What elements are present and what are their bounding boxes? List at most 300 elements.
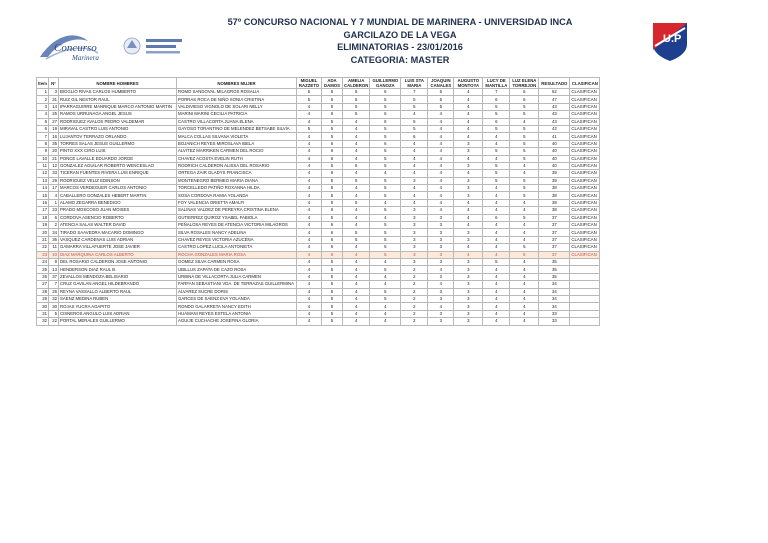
cell-women-name: PEÑALOSA REYES DE ATENCIA VICTORIA MILAGROS bbox=[177, 222, 297, 229]
cell-score-judge-9: 4 bbox=[510, 288, 539, 295]
cell-score-judge-5: 2 bbox=[401, 288, 428, 295]
cell-men-name: CORDOVA ASENCIO ROBERTO bbox=[59, 214, 177, 221]
cell-score-judge-9: 4 bbox=[510, 318, 539, 325]
cell-score-judge-9: 5 bbox=[510, 155, 539, 162]
cell-score-judge-9: 6 bbox=[510, 96, 539, 103]
cell-score-judge-9: 4 bbox=[510, 118, 539, 125]
cell-score-judge-6: 3 bbox=[428, 295, 454, 302]
cell-score-judge-9: 4 bbox=[510, 199, 539, 206]
cell-men-name: ROJAS YUCRA AGAPITO bbox=[59, 303, 177, 310]
cell-score-judge-8: 4 bbox=[483, 229, 510, 236]
cell-score-judge-3: 4 bbox=[343, 295, 370, 302]
cell-men-name: CRUZ GAVILAN ANGEL HILDEBRANDO bbox=[59, 281, 177, 288]
col-item: Item bbox=[37, 78, 49, 89]
cell-score-judge-3: 4 bbox=[343, 118, 370, 125]
cell-num: 9 bbox=[49, 258, 59, 265]
cell-result: 37 bbox=[539, 214, 570, 221]
cell-score-judge-4: 5 bbox=[370, 207, 401, 214]
cell-status bbox=[570, 288, 600, 295]
cell-result: 37 bbox=[539, 229, 570, 236]
cell-result: 40 bbox=[539, 162, 570, 169]
cell-score-judge-2: 5 bbox=[322, 177, 343, 184]
cell-score-judge-7: 3 bbox=[454, 192, 483, 199]
cell-score-judge-3: 5 bbox=[343, 103, 370, 110]
cell-num: 17 bbox=[49, 185, 59, 192]
cell-status bbox=[570, 258, 600, 265]
cell-score-judge-3: 4 bbox=[343, 155, 370, 162]
cell-men-name: RODRIGUEZ AVALOS PEDRO VALDEMAR bbox=[59, 118, 177, 125]
cell-score-judge-6: 4 bbox=[428, 281, 454, 288]
cell-men-name: IPARRAGUIRRE MANRIQUE MARCO ANTONIO MARTIN bbox=[59, 103, 177, 110]
cell-score-judge-8: 4 bbox=[483, 318, 510, 325]
cell-score-judge-6: 4 bbox=[428, 177, 454, 184]
cell-score-judge-6: 4 bbox=[428, 140, 454, 147]
cell-item: 6 bbox=[37, 125, 49, 132]
cell-item: 26 bbox=[37, 273, 49, 280]
cell-score-judge-4: 5 bbox=[370, 148, 401, 155]
cell-score-judge-8: 4 bbox=[483, 140, 510, 147]
table-row bbox=[37, 281, 600, 288]
cell-num: 11 bbox=[49, 244, 59, 251]
cell-women-name: URBINA DE VILLACORTA JULIA CARMEN bbox=[177, 273, 297, 280]
cell-score-judge-8: 4 bbox=[483, 133, 510, 140]
table-row bbox=[37, 148, 600, 155]
cell-score-judge-2: 5 bbox=[322, 185, 343, 192]
cell-score-judge-7: 3 bbox=[454, 148, 483, 155]
cell-score-judge-2: 5 bbox=[322, 199, 343, 206]
cell-score-judge-7: 4 bbox=[454, 133, 483, 140]
cell-status: CLASIFICAN bbox=[570, 89, 600, 96]
cell-num: 27 bbox=[49, 118, 59, 125]
table-row bbox=[37, 162, 600, 169]
table-row bbox=[37, 251, 600, 258]
cell-score-judge-7: 4 bbox=[454, 155, 483, 162]
cell-score-judge-7: 4 bbox=[454, 170, 483, 177]
cell-score-judge-2: 6 bbox=[322, 222, 343, 229]
cell-score-judge-6: 4 bbox=[428, 125, 454, 132]
cell-score-judge-5: 3 bbox=[401, 244, 428, 251]
cell-men-name: CISNEROS ANGULO LUIS ADRIAN bbox=[59, 310, 177, 317]
cell-num: 23 bbox=[49, 207, 59, 214]
cell-women-name: MARINI MARINI CECILIA PATRICIA bbox=[177, 111, 297, 118]
cell-score-judge-8: 5 bbox=[483, 125, 510, 132]
cell-item: 5 bbox=[37, 118, 49, 125]
cell-score-judge-7: 3 bbox=[454, 185, 483, 192]
cell-score-judge-8: 4 bbox=[483, 207, 510, 214]
cell-score-judge-2: 6 bbox=[322, 155, 343, 162]
cell-num: 16 bbox=[49, 133, 59, 140]
cell-item: 13 bbox=[37, 177, 49, 184]
cell-score-judge-4: 5 bbox=[370, 177, 401, 184]
cell-result: 40 bbox=[539, 155, 570, 162]
table-row bbox=[37, 192, 600, 199]
cell-score-judge-8: 4 bbox=[483, 236, 510, 243]
cell-score-judge-4: 4 bbox=[370, 170, 401, 177]
cell-score-judge-4: 5 bbox=[370, 162, 401, 169]
cell-status: CLASIFICAN bbox=[570, 177, 600, 184]
cell-score-judge-9: 5 bbox=[510, 125, 539, 132]
cell-men-name: TICERAN FUENTES RIVERA LUIS ENRIQUE bbox=[59, 170, 177, 177]
cell-score-judge-3: 4 bbox=[343, 281, 370, 288]
cell-score-judge-8: 6 bbox=[483, 118, 510, 125]
cell-score-judge-2: 6 bbox=[322, 148, 343, 155]
cell-item: 31 bbox=[37, 310, 49, 317]
cell-score-judge-9: 5 bbox=[510, 244, 539, 251]
cell-men-name: TIRADO SAAVEDRA MACARIO DOMINGO bbox=[59, 229, 177, 236]
cell-score-judge-9: 4 bbox=[510, 281, 539, 288]
cell-status bbox=[570, 310, 600, 317]
cell-women-name: ORTEGA ZAIR GLADYS FRANCISCA bbox=[177, 170, 297, 177]
cell-score-judge-2: 6 bbox=[322, 236, 343, 243]
cell-score-judge-7: 3 bbox=[454, 310, 483, 317]
cell-score-judge-1: 4 bbox=[297, 199, 322, 206]
cell-score-judge-5: 5 bbox=[401, 103, 428, 110]
cell-score-judge-1: 4 bbox=[297, 244, 322, 251]
cell-score-judge-7: 3 bbox=[454, 288, 483, 295]
cell-women-name: ALVITEZ MARRIKEN CARMEN DEL ROCIO bbox=[177, 148, 297, 155]
cell-women-name: FARFAN SEBASTIANI VDA. DE TERRAZAS GUILLERMINA bbox=[177, 281, 297, 288]
col-classify: CLASIFICAN bbox=[570, 78, 600, 89]
cell-score-judge-5: 4 bbox=[401, 148, 428, 155]
cell-score-judge-4: 5 bbox=[370, 288, 401, 295]
cell-score-judge-1: 4 bbox=[297, 185, 322, 192]
header-line-3: ELIMINATORIAS - 23/01/2016 bbox=[337, 42, 463, 52]
cell-score-judge-2: 5 bbox=[322, 295, 343, 302]
cell-score-judge-5: 2 bbox=[401, 303, 428, 310]
cell-score-judge-6: 4 bbox=[428, 207, 454, 214]
cell-score-judge-7: 4 bbox=[454, 251, 483, 258]
cell-score-judge-8: 4 bbox=[483, 185, 510, 192]
cell-score-judge-7: 3 bbox=[454, 236, 483, 243]
cell-men-name: ALAMO ZEGARRA BENEDIGO bbox=[59, 199, 177, 206]
cell-men-name: RODRIGUEZ VELIZ EDINSON bbox=[59, 177, 177, 184]
table-header-row bbox=[37, 78, 600, 89]
cell-score-judge-7: 4 bbox=[454, 214, 483, 221]
cell-score-judge-4: 5 bbox=[370, 96, 401, 103]
cell-score-judge-6: 3 bbox=[428, 222, 454, 229]
cell-men-name: RAMOS URRUNAGA ANGEL JESUS bbox=[59, 111, 177, 118]
cell-score-judge-7: 4 bbox=[454, 125, 483, 132]
cell-score-judge-5: 4 bbox=[401, 199, 428, 206]
table-row bbox=[37, 199, 600, 206]
cell-score-judge-4: 5 bbox=[370, 295, 401, 302]
cell-men-name: SAENZ MEDINA RUBEN bbox=[59, 295, 177, 302]
cell-item: 14 bbox=[37, 185, 49, 192]
cell-women-name: GAYOSO TORANTINO DE MELENDEZ BETSABE SILVIA bbox=[177, 125, 297, 132]
cell-men-name: PRADO MOSCOSO JUAN MOISES bbox=[59, 207, 177, 214]
cell-score-judge-9: 4 bbox=[510, 295, 539, 302]
cell-score-judge-8: 6 bbox=[483, 96, 510, 103]
cell-item: 20 bbox=[37, 229, 49, 236]
cell-women-name: GARCES DE SAENZ EVA YOLANDA bbox=[177, 295, 297, 302]
cell-num: 34 bbox=[49, 229, 59, 236]
cell-num: 26 bbox=[49, 288, 59, 295]
cell-num: 2 bbox=[49, 222, 59, 229]
cell-score-judge-3: 5 bbox=[343, 229, 370, 236]
cell-num: 33 bbox=[49, 170, 59, 177]
cell-score-judge-3: 4 bbox=[343, 318, 370, 325]
cell-score-judge-9: 5 bbox=[510, 133, 539, 140]
cell-score-judge-6: 4 bbox=[428, 199, 454, 206]
cell-score-judge-8: 4 bbox=[483, 266, 510, 273]
cell-result: 37 bbox=[539, 236, 570, 243]
cell-score-judge-7: 3 bbox=[454, 162, 483, 169]
cell-score-judge-9: 4 bbox=[510, 258, 539, 265]
cell-score-judge-4: 4 bbox=[370, 214, 401, 221]
col-num: Nº bbox=[49, 78, 59, 89]
cell-score-judge-1: 4 bbox=[297, 288, 322, 295]
cell-item: 17 bbox=[37, 207, 49, 214]
table-row bbox=[37, 125, 600, 132]
cell-men-name: MIRAVAL CASTRO LUIS ANTONIO bbox=[59, 125, 177, 132]
cell-score-judge-8: 4 bbox=[483, 199, 510, 206]
table-row bbox=[37, 96, 600, 103]
cell-men-name: PINTO XXX CIRO LUIS bbox=[59, 148, 177, 155]
cell-score-judge-8: 4 bbox=[483, 244, 510, 251]
cell-score-judge-2: 6 bbox=[322, 170, 343, 177]
cell-women-name: AGUIJE CUCHACHE JOSEFINA GLORIA bbox=[177, 318, 297, 325]
cell-score-judge-5: 2 bbox=[401, 318, 428, 325]
svg-text:Marinera: Marinera bbox=[72, 54, 99, 62]
cell-score-judge-1: 4 bbox=[297, 281, 322, 288]
cell-score-judge-1: 4 bbox=[297, 251, 322, 258]
cell-num: 25 bbox=[49, 111, 59, 118]
cell-result: 39 bbox=[539, 177, 570, 184]
cell-score-judge-3: 4 bbox=[343, 310, 370, 317]
cell-score-judge-2: 5 bbox=[322, 318, 343, 325]
cell-status: CLASIFICAN bbox=[570, 140, 600, 147]
cell-item: 23 bbox=[37, 251, 49, 258]
cell-women-name: ALVAREZ SUCRE DORIS bbox=[177, 288, 297, 295]
cell-status bbox=[570, 318, 600, 325]
cell-num: 37 bbox=[49, 273, 59, 280]
cell-score-judge-7: 4 bbox=[454, 89, 483, 96]
cell-men-name: DEL ROSARIO CALDERON JOSE ANTONIO bbox=[59, 258, 177, 265]
cell-score-judge-3: 4 bbox=[343, 251, 370, 258]
shield-initials: U.P bbox=[663, 33, 682, 45]
cell-score-judge-3: 4 bbox=[343, 288, 370, 295]
cell-score-judge-7: 3 bbox=[454, 281, 483, 288]
cell-item: 7 bbox=[37, 133, 49, 140]
cell-item: 25 bbox=[37, 266, 49, 273]
cell-score-judge-9: 5 bbox=[510, 192, 539, 199]
cell-score-judge-5: 4 bbox=[401, 140, 428, 147]
cell-score-judge-4: 4 bbox=[370, 199, 401, 206]
cell-score-judge-9: 4 bbox=[510, 303, 539, 310]
table-row bbox=[37, 207, 600, 214]
cell-score-judge-7: 4 bbox=[454, 111, 483, 118]
cell-women-name: PORRAS ROCA DE NIÑO SONIA CRISTINA bbox=[177, 96, 297, 103]
cell-score-judge-2: 5 bbox=[322, 192, 343, 199]
cell-score-judge-1: 4 bbox=[297, 214, 322, 221]
cell-score-judge-8: 4 bbox=[483, 251, 510, 258]
cell-score-judge-1: 4 bbox=[297, 103, 322, 110]
cell-num: 12 bbox=[49, 162, 59, 169]
cell-score-judge-5: 3 bbox=[401, 214, 428, 221]
cell-men-name: RUIZ GIL NESTOR RAUL bbox=[59, 96, 177, 103]
cell-score-judge-7: 4 bbox=[454, 96, 483, 103]
cell-item: 18 bbox=[37, 214, 49, 221]
cell-score-judge-6: 3 bbox=[428, 288, 454, 295]
cell-score-judge-7: 3 bbox=[454, 229, 483, 236]
cell-score-judge-8: 5 bbox=[483, 177, 510, 184]
cell-score-judge-7: 4 bbox=[454, 118, 483, 125]
cell-women-name: GUTIERREZ QUIROZ YSABEL FABIOLA bbox=[177, 214, 297, 221]
cell-men-name: PONCE LAVALLE EDUARDO JORGE bbox=[59, 155, 177, 162]
cell-score-judge-6: 4 bbox=[428, 148, 454, 155]
cell-score-judge-3: 4 bbox=[343, 266, 370, 273]
table-row bbox=[37, 295, 600, 302]
cell-score-judge-3: 5 bbox=[343, 89, 370, 96]
table-row bbox=[37, 258, 600, 265]
col-judge-8: LUCY DE MANTILLA bbox=[483, 78, 510, 89]
cell-score-judge-4: 5 bbox=[370, 244, 401, 251]
cell-men-name: REYNA VASSALLO ALBERTO RAUL bbox=[59, 288, 177, 295]
cell-score-judge-8: 4 bbox=[483, 273, 510, 280]
cell-score-judge-8: 4 bbox=[483, 295, 510, 302]
cell-score-judge-6: 4 bbox=[428, 155, 454, 162]
cell-score-judge-1: 4 bbox=[297, 133, 322, 140]
cell-result: 37 bbox=[539, 222, 570, 229]
svg-text:Concurso: Concurso bbox=[54, 42, 97, 54]
cell-num: 1 bbox=[49, 199, 59, 206]
cell-score-judge-1: 4 bbox=[297, 303, 322, 310]
cell-score-judge-1: 4 bbox=[297, 155, 322, 162]
cell-result: 38 bbox=[539, 185, 570, 192]
cell-score-judge-7: 3 bbox=[454, 295, 483, 302]
cell-score-judge-3: 4 bbox=[343, 133, 370, 140]
cell-score-judge-5: 2 bbox=[401, 266, 428, 273]
cell-score-judge-2: 5 bbox=[322, 251, 343, 258]
table-row bbox=[37, 266, 600, 273]
cell-score-judge-1: 4 bbox=[297, 258, 322, 265]
cell-women-name: MALCA COLLAS SILVANA VIOLETA bbox=[177, 133, 297, 140]
cell-women-name: ROMO SANDOVAL MILAGROS ROSALIA bbox=[177, 89, 297, 96]
col-judge-2: ADA DAMOS bbox=[322, 78, 343, 89]
cell-status: CLASIFICAN bbox=[570, 155, 600, 162]
cell-result: 38 bbox=[539, 192, 570, 199]
cell-num: 14 bbox=[49, 103, 59, 110]
cell-men-name: HENDERSON DIAZ RAUL B. bbox=[59, 266, 177, 273]
cell-score-judge-8: 6 bbox=[483, 214, 510, 221]
cell-score-judge-6: 3 bbox=[428, 310, 454, 317]
cell-score-judge-4: 6 bbox=[370, 89, 401, 96]
cell-status: CLASIFICAN bbox=[570, 103, 600, 110]
cell-score-judge-7: 3 bbox=[454, 318, 483, 325]
cell-score-judge-3: 4 bbox=[343, 258, 370, 265]
cell-score-judge-9: 6 bbox=[510, 89, 539, 96]
table-row bbox=[37, 273, 600, 280]
cell-num: 29 bbox=[49, 177, 59, 184]
cell-score-judge-6: 4 bbox=[428, 170, 454, 177]
cell-result: 47 bbox=[539, 96, 570, 103]
cell-num: 4 bbox=[49, 192, 59, 199]
cell-item: 32 bbox=[37, 318, 49, 325]
cell-num: 35 bbox=[49, 140, 59, 147]
cell-score-judge-6: 4 bbox=[428, 133, 454, 140]
cell-score-judge-7: 4 bbox=[454, 222, 483, 229]
cell-item: 29 bbox=[37, 295, 49, 302]
cell-score-judge-3: 4 bbox=[343, 207, 370, 214]
cell-score-judge-1: 4 bbox=[297, 140, 322, 147]
col-judge-7: AUGUSTO MONTOYA bbox=[454, 78, 483, 89]
cell-score-judge-4: 4 bbox=[370, 310, 401, 317]
cell-score-judge-3: 5 bbox=[343, 96, 370, 103]
cell-score-judge-4: 5 bbox=[370, 103, 401, 110]
cell-score-judge-2: 5 bbox=[322, 258, 343, 265]
table-row bbox=[37, 236, 600, 243]
cell-score-judge-2: 5 bbox=[322, 310, 343, 317]
cell-result: 40 bbox=[539, 140, 570, 147]
cell-score-judge-2: 5 bbox=[322, 273, 343, 280]
cell-score-judge-6: 5 bbox=[428, 96, 454, 103]
cell-score-judge-9: 5 bbox=[510, 148, 539, 155]
cell-women-name: MONTENEGRO BERMEO MARIA DIANA bbox=[177, 177, 297, 184]
cell-status: CLASIFICAN bbox=[570, 125, 600, 132]
cell-item: 28 bbox=[37, 288, 49, 295]
cell-women-name: CHAVEZ REYES VICTORIA AZUCENA bbox=[177, 236, 297, 243]
cell-score-judge-6: 4 bbox=[428, 118, 454, 125]
cell-score-judge-5: 4 bbox=[401, 111, 428, 118]
cell-women-name: CASTRO LOPEZ LUCILA ANTONIETA bbox=[177, 244, 297, 251]
cell-score-judge-9: 5 bbox=[510, 251, 539, 258]
cell-num: 7 bbox=[49, 281, 59, 288]
cell-status bbox=[570, 303, 600, 310]
cell-status: CLASIFICAN bbox=[570, 222, 600, 229]
cell-score-judge-3: 4 bbox=[343, 125, 370, 132]
cell-status: CLASIFICAN bbox=[570, 162, 600, 169]
cell-status: CLASIFICAN bbox=[570, 236, 600, 243]
cell-num: 20 bbox=[49, 148, 59, 155]
cell-score-judge-5: 5 bbox=[401, 96, 428, 103]
cell-score-judge-4: 4 bbox=[370, 303, 401, 310]
cell-score-judge-3: 4 bbox=[343, 185, 370, 192]
cell-num: 10 bbox=[49, 251, 59, 258]
cell-women-name: SILVA ROSALES NANCY ADELINA bbox=[177, 229, 297, 236]
cell-score-judge-7: 4 bbox=[454, 207, 483, 214]
cell-status bbox=[570, 281, 600, 288]
cell-score-judge-3: 5 bbox=[343, 177, 370, 184]
cell-score-judge-5: 5 bbox=[401, 118, 428, 125]
cell-score-judge-1: 4 bbox=[297, 177, 322, 184]
table-row bbox=[37, 140, 600, 147]
cell-result: 38 bbox=[539, 199, 570, 206]
cell-women-name: HUAMANI REYES ESTELA ANTONIA bbox=[177, 310, 297, 317]
cell-score-judge-8: 5 bbox=[483, 111, 510, 118]
cell-score-judge-9: 4 bbox=[510, 162, 539, 169]
cell-score-judge-1: 5 bbox=[297, 96, 322, 103]
cell-score-judge-4: 5 bbox=[370, 192, 401, 199]
cell-score-judge-6: 5 bbox=[428, 89, 454, 96]
cell-score-judge-7: 3 bbox=[454, 140, 483, 147]
cell-women-name: ROCHA GONZALES MARIA ROSA bbox=[177, 251, 297, 258]
table-row bbox=[37, 89, 600, 96]
cell-score-judge-2: 6 bbox=[322, 229, 343, 236]
cell-score-judge-5: 3 bbox=[401, 258, 428, 265]
cell-score-judge-6: 4 bbox=[428, 162, 454, 169]
cell-item: 19 bbox=[37, 222, 49, 229]
cell-item: 22 bbox=[37, 244, 49, 251]
cell-score-judge-5: 4 bbox=[401, 192, 428, 199]
cell-score-judge-8: 4 bbox=[483, 222, 510, 229]
cell-result: 52 bbox=[539, 89, 570, 96]
cell-score-judge-6: 4 bbox=[428, 303, 454, 310]
table-row bbox=[37, 103, 600, 110]
cell-status: CLASIFICAN bbox=[570, 251, 600, 258]
cell-score-judge-4: 5 bbox=[370, 155, 401, 162]
col-judge-9: LUZ ELENA TORREJON bbox=[510, 78, 539, 89]
cell-score-judge-8: 4 bbox=[483, 192, 510, 199]
